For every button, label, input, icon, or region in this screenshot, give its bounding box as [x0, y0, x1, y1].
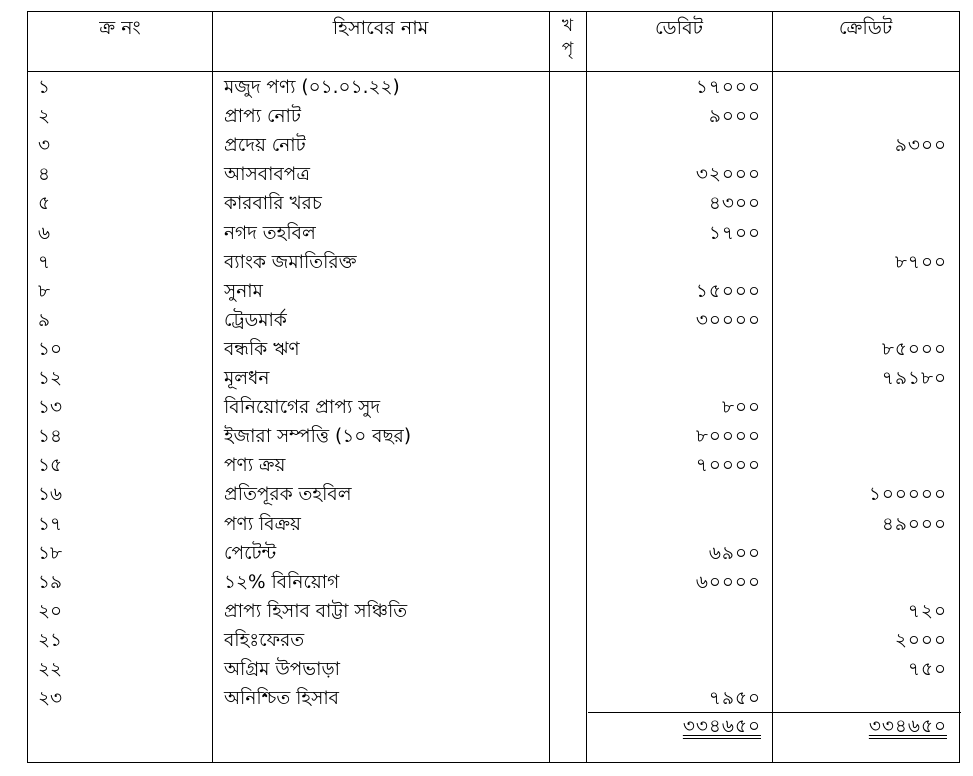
table-row [28, 568, 959, 597]
serial-cell: ১৪ [38, 426, 63, 448]
account-name-cell: অগ্রিম উপভাড়া [224, 659, 341, 680]
serial-cell: ২১ [38, 629, 63, 651]
serial-cell: ১৬ [38, 484, 63, 506]
table-row [28, 160, 959, 189]
table-row [28, 306, 959, 335]
table-row [28, 451, 959, 480]
serial-cell: ৫ [38, 193, 51, 215]
serial-cell: ১২ [38, 368, 63, 389]
trial-balance-table [27, 11, 960, 763]
account-name-cell: ব্যাংক জমাতিরিক্ত [224, 251, 357, 273]
account-name-cell: ১২% বিনিয়োগ [224, 571, 340, 593]
credit-cell: ৭৫০ [907, 659, 947, 680]
debit-cell: ৩০০০০ [695, 309, 761, 331]
credit-total: ৩৩৪৬৫০ [868, 716, 947, 737]
debit-cell: ৪৩০০ [708, 193, 761, 215]
account-name-cell: ইজারা সম্পত্তি (১০ বছর) [224, 426, 412, 448]
table-row [28, 102, 959, 131]
table-row [28, 422, 959, 451]
credit-cell: ৮৫০০০ [881, 338, 947, 360]
serial-cell: ২০ [38, 600, 63, 622]
table-row [28, 131, 959, 160]
debit-cell: ১৭০০০ [695, 77, 761, 98]
serial-cell: ১৫ [38, 455, 63, 477]
account-name-cell: মজুদ পণ্য (০১.০১.২২) [224, 77, 400, 98]
header-divider [28, 71, 959, 72]
debit-cell: ৮০০ [721, 397, 761, 419]
table-row [28, 248, 959, 277]
serial-cell: ৮ [38, 280, 51, 302]
table-row [28, 393, 959, 422]
table-row [28, 597, 959, 626]
debit-cell: ৬০০০০ [695, 571, 761, 593]
header-folio-top: খ [561, 16, 574, 36]
account-name-cell: নগদ তহবিল [224, 222, 316, 244]
serial-cell: ১৯ [38, 571, 63, 593]
account-name-cell: প্রাপ্য নোট [224, 106, 301, 128]
serial-cell: ২২ [38, 659, 63, 680]
serial-cell: ১৩ [38, 397, 63, 419]
credit-cell: ৭২০ [907, 600, 947, 622]
table-row [28, 189, 959, 218]
account-name-cell: কারবারি খরচ [224, 193, 322, 215]
header-debit: ডেবিট [654, 17, 704, 39]
serial-cell: ২ [38, 106, 51, 128]
table-row [28, 335, 959, 364]
table-row [28, 655, 959, 684]
serial-cell: ৪ [38, 164, 51, 186]
credit-cell: ৪৯০০০ [881, 513, 947, 535]
header-credit: ক্রেডিট [838, 17, 893, 39]
account-name-cell: সুনাম [224, 280, 263, 302]
serial-cell: ৯ [38, 309, 51, 331]
serial-cell: ১৮ [38, 542, 63, 564]
serial-cell: ৭ [38, 251, 51, 273]
table-row [28, 539, 959, 568]
account-name-cell: বন্ধকি ঋণ [224, 338, 300, 360]
account-name-cell: মূলধন [224, 368, 270, 389]
debit-cell: ৭০০০০ [695, 455, 761, 477]
debit-cell: ১৭০০ [708, 222, 761, 244]
credit-cell: ২০০০ [894, 629, 947, 651]
header-account-name: হিসাবের নাম [332, 17, 429, 39]
credit-cell: ৯৩০০ [894, 135, 947, 157]
table-row [28, 510, 959, 539]
account-name-cell: পণ্য বিক্রয় [224, 513, 301, 535]
debit-total: ৩৩৪৬৫০ [682, 716, 761, 737]
header-folio-bottom: পৃ [561, 39, 574, 59]
header-serial: ক্র নং [99, 17, 141, 39]
credit-cell: ১০০০০০ [868, 484, 947, 506]
account-name-cell: প্রাপ্য হিসাব বাট্টা সঞ্চিতি [224, 600, 408, 622]
table-row [28, 364, 959, 393]
table-row [28, 626, 959, 655]
account-name-cell: অনিশ্চিত হিসাব [224, 688, 339, 710]
table-row [28, 73, 959, 102]
serial-cell: ২৩ [38, 688, 63, 710]
serial-cell: ১ [38, 77, 51, 98]
account-name-cell: পেটেন্ট [224, 542, 277, 564]
serial-cell: ৩ [38, 135, 51, 157]
debit-cell: ১৫০০০ [695, 280, 761, 302]
serial-cell: ৬ [38, 222, 51, 244]
account-name-cell: প্রদেয় নোট [224, 135, 306, 157]
serial-cell: ১০ [38, 338, 63, 360]
account-name-cell: বিনিয়োগের প্রাপ্য সুদ [224, 397, 381, 419]
account-name-cell: আসবাবপত্র [224, 164, 310, 186]
credit-cell: ৭৯১৮০ [881, 368, 947, 389]
debit-cell: ৮০০০০ [695, 426, 761, 448]
account-name-cell: প্রতিপূরক তহবিল [224, 484, 352, 506]
account-name-cell: ট্রেডমার্ক [224, 309, 287, 331]
table-row [28, 219, 959, 248]
account-name-cell: বহিঃফেরত [224, 629, 305, 651]
debit-cell: ৬৯০০ [708, 542, 761, 564]
debit-cell: ৩২০০০ [695, 164, 761, 186]
credit-cell: ৮৭০০ [894, 251, 947, 273]
table-row [28, 684, 959, 713]
serial-cell: ১৭ [38, 513, 63, 535]
table-row [28, 277, 959, 306]
table-row [28, 480, 959, 509]
account-name-cell: পণ্য ক্রয় [224, 455, 286, 477]
debit-cell: ৯০০০ [708, 106, 761, 128]
debit-cell: ৭৯৫০ [708, 688, 761, 710]
